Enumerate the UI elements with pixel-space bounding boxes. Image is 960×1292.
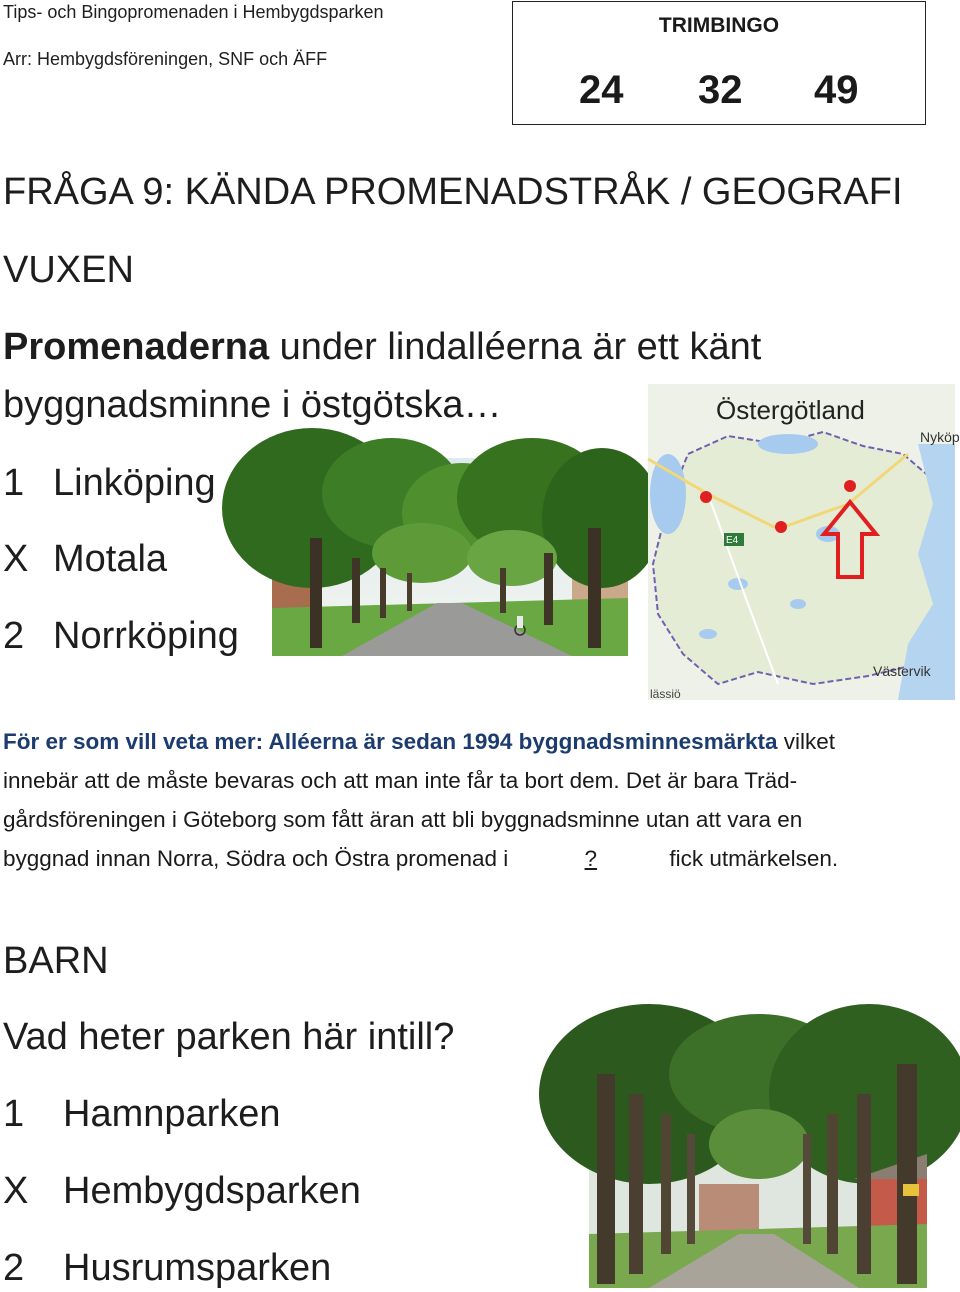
alley-photo [272, 458, 628, 656]
adult-option-text: Motala [53, 538, 168, 580]
info-line-3: gårdsföreningen i Göteborg som fått äran att bli byggnadsminne utan att vara en [3, 807, 803, 832]
question-title: FRÅGA 9: KÄNDA PROMENADSTRÅK / GEOGRAFI [3, 171, 903, 213]
info-bold-text: För er som vill veta mer: Alléerna är sedan 1994 byggnadsminnesmärkta [3, 729, 778, 754]
header-line-1: Tips- och Bingopromenaden i Hembygdsparken [3, 2, 384, 22]
adult-question-line-1 [3, 326, 761, 369]
child-label: BARN [3, 940, 109, 982]
info-line-4 [3, 839, 948, 878]
adult-option-2 [3, 615, 239, 658]
fill-blank-b [597, 839, 663, 878]
info-text: byggnad innan Norra, Södra och Östra promenad i [3, 846, 515, 871]
child-option-1 [3, 1093, 281, 1136]
adult-question-bold: Promenaderna [3, 326, 270, 368]
child-option-key: X [3, 1170, 29, 1212]
bingo-number-2: 32 [698, 68, 743, 112]
info-text: vilket [777, 729, 836, 754]
map-label-nykoping: Nyköp [920, 429, 960, 445]
fill-blank-question: ? [584, 846, 598, 871]
header-line-2: Arr: Hembygdsföreningen, SNF och ÄFF [3, 49, 328, 69]
park-alley-photo [589, 1034, 927, 1288]
fill-blank-a [515, 839, 585, 878]
child-option-key: 2 [3, 1247, 25, 1289]
adult-option-x [3, 538, 167, 581]
map-label-kolmarden: lässiö [650, 687, 681, 701]
child-option-text: Hamnparken [63, 1093, 281, 1135]
info-paragraph [3, 722, 948, 878]
child-option-key: 1 [3, 1093, 25, 1135]
adult-option-key: X [3, 538, 29, 580]
child-question: Vad heter parken här intill? [3, 1016, 455, 1058]
map-label-vastervik: Västervik [873, 663, 931, 679]
adult-label: VUXEN [3, 249, 134, 291]
map-e4-label: E4 [726, 535, 739, 546]
info-line-2: innebär att de måste bevaras och att man inte får ta bort dem. Det är bara Träd- [3, 768, 798, 793]
info-line-1 [3, 722, 948, 761]
adult-question-rest: under lindalléerna är ett känt [269, 326, 762, 368]
bingo-title: TRIMBINGO [658, 14, 780, 37]
child-option-x [3, 1170, 361, 1213]
bingo-box [512, 1, 926, 125]
adult-option-1 [3, 462, 216, 505]
adult-option-text: Linköping [53, 462, 216, 504]
info-text: fick utmärkelsen. [663, 846, 839, 871]
bingo-number-3: 49 [814, 68, 859, 112]
map-title: Östergötland [716, 395, 865, 425]
child-option-text: Hembygdsparken [63, 1170, 361, 1212]
adult-option-key: 2 [3, 615, 25, 657]
region-map [648, 384, 960, 701]
child-option-2 [3, 1247, 331, 1290]
adult-question-line-2: byggnadsminne i östgötska… [3, 384, 502, 426]
adult-option-key: 1 [3, 462, 25, 504]
adult-option-text: Norrköping [53, 615, 239, 657]
child-option-text: Husrumsparken [63, 1247, 332, 1289]
bingo-number-1: 24 [579, 68, 624, 112]
